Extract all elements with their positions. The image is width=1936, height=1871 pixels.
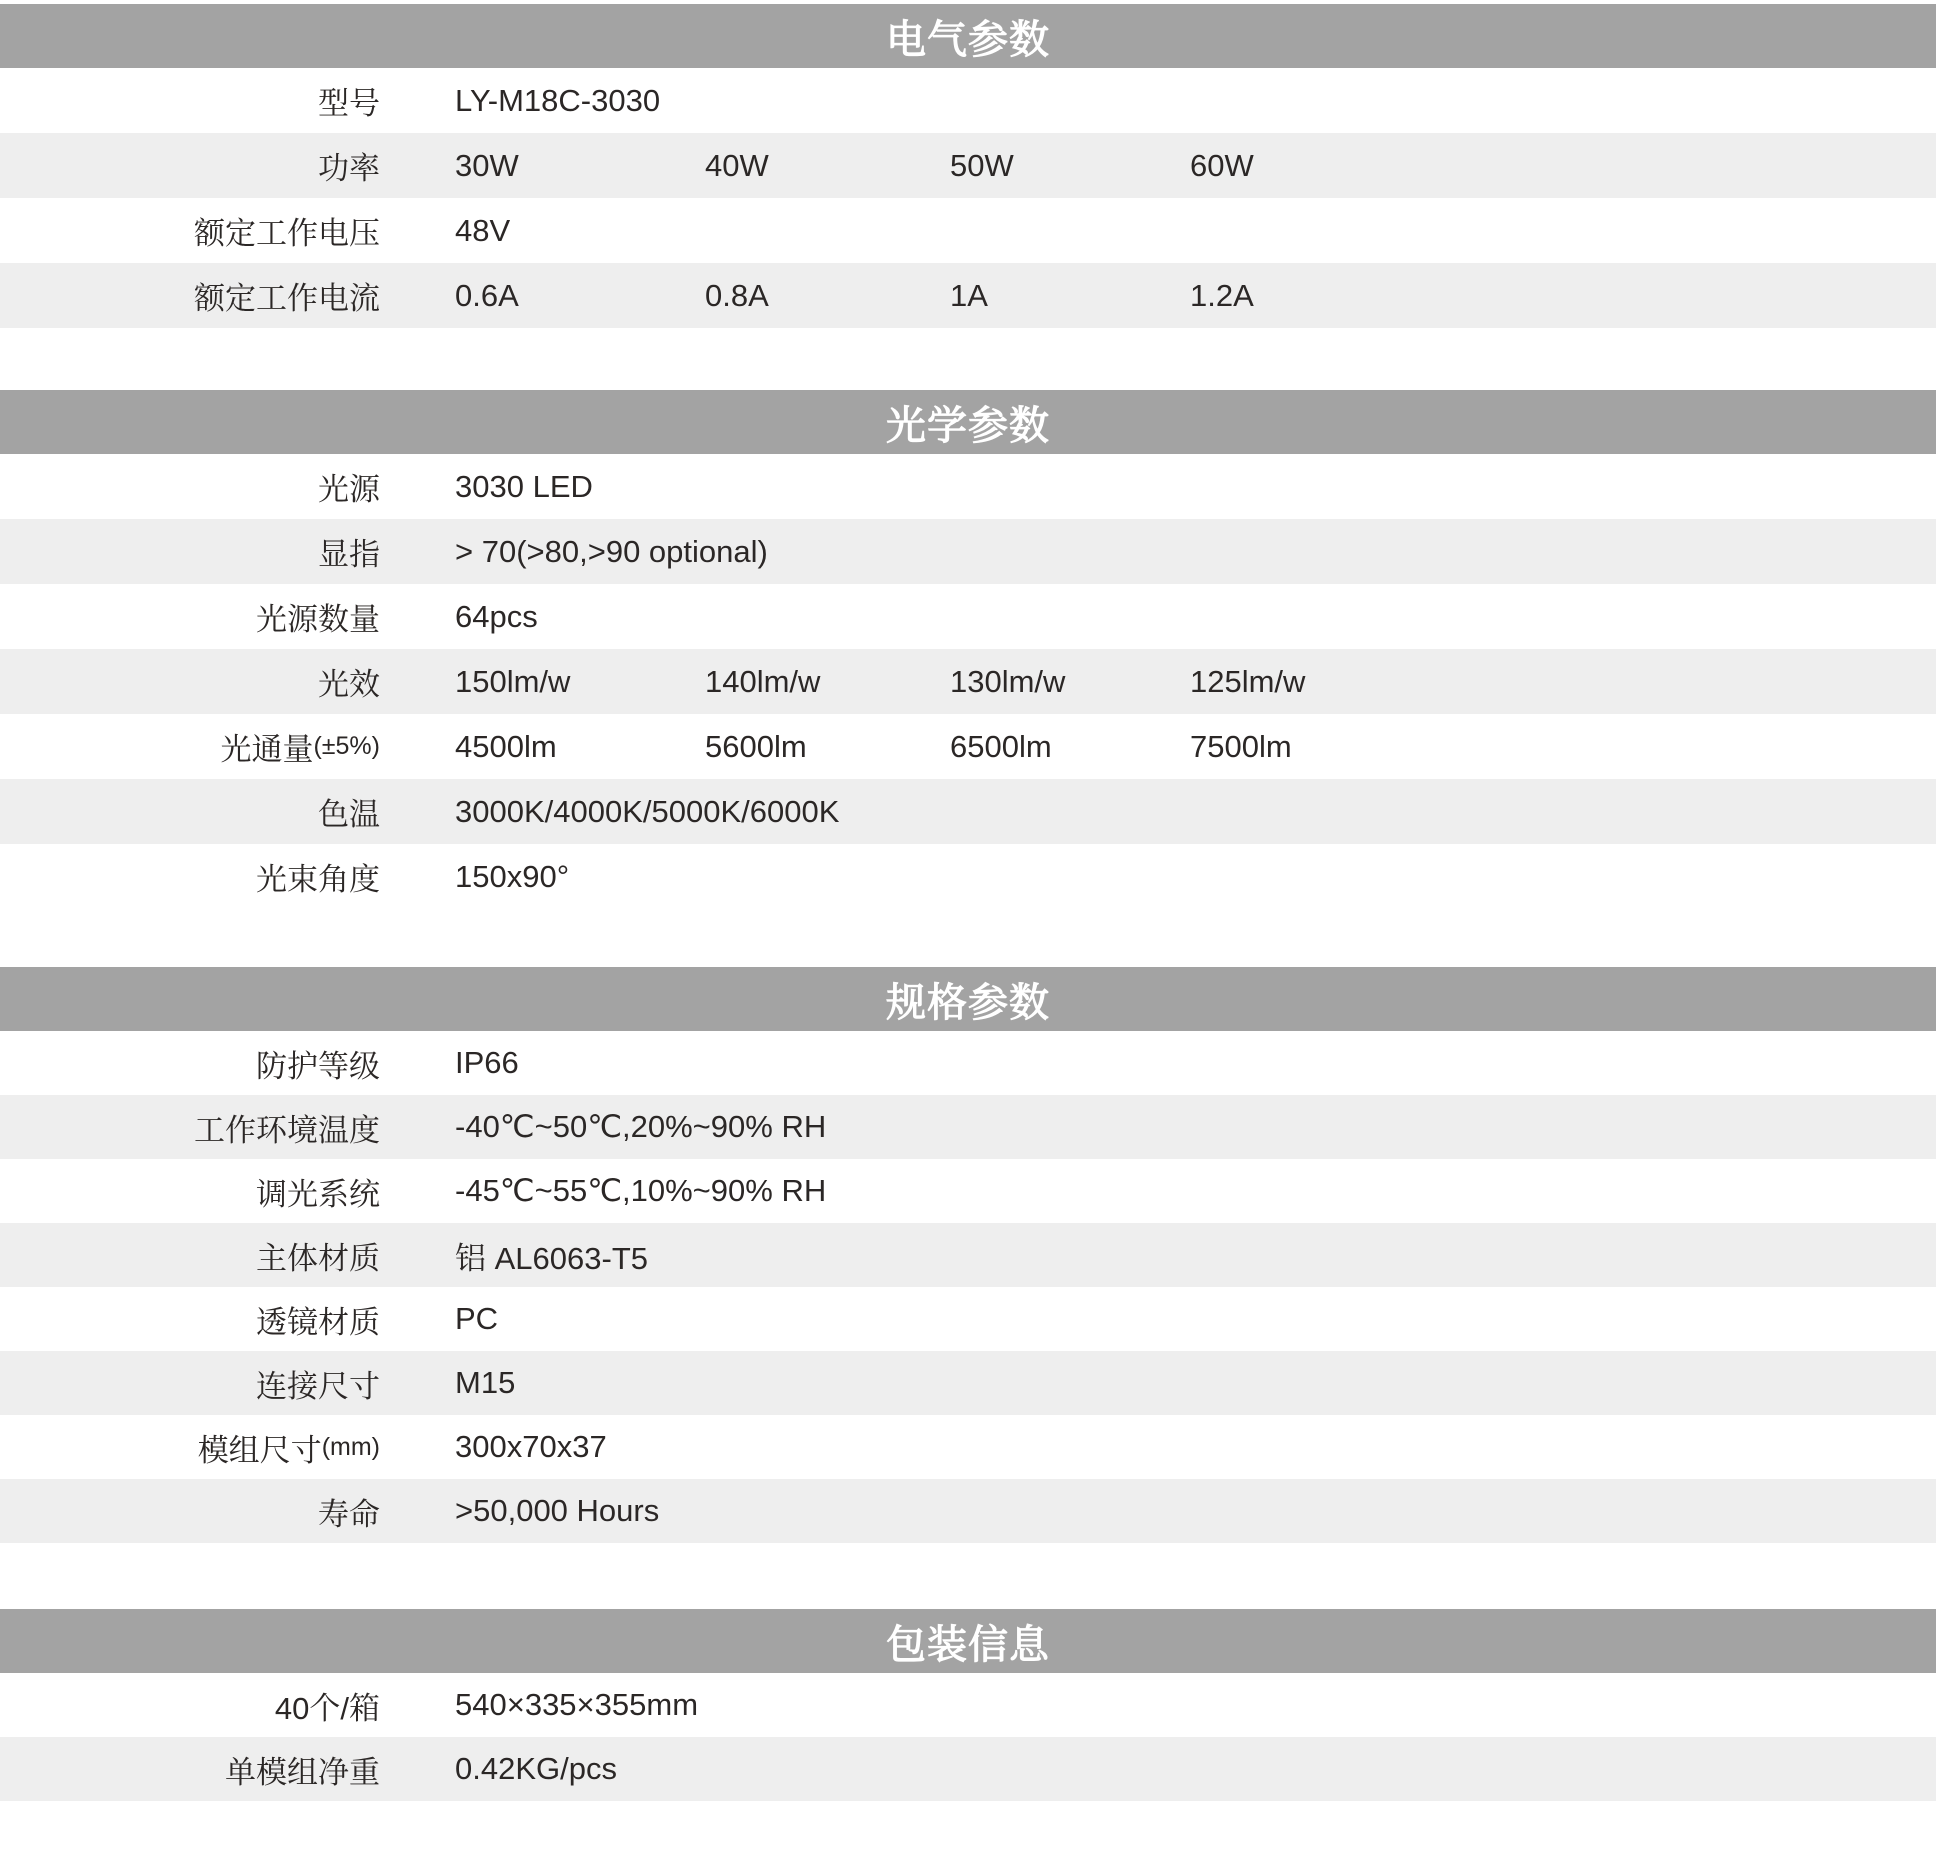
- row-label-text: 寿命: [318, 1496, 380, 1532]
- row-label-text: 光通量: [220, 732, 314, 767]
- row-value: 150lm/w: [455, 663, 571, 699]
- row-label-text: 单模组净重: [225, 1754, 380, 1790]
- row-value: 0.6A: [455, 277, 519, 313]
- spec-row: [0, 1351, 1936, 1415]
- spec-row: [0, 1031, 1936, 1095]
- row-label: [0, 198, 380, 263]
- row-label: [0, 263, 380, 328]
- row-label-text: 连接尺寸: [256, 1368, 380, 1404]
- row-value: 铝 AL6063-T5: [455, 1240, 648, 1276]
- row-value: 3030 LED: [455, 468, 593, 504]
- row-value: PC: [455, 1301, 499, 1336]
- row-value: 64pcs: [455, 598, 538, 634]
- row-label: [0, 1287, 380, 1351]
- row-label: [0, 1095, 380, 1159]
- spec-section: [0, 390, 1936, 909]
- spec-section: [0, 1609, 1936, 1801]
- spec-row: [0, 519, 1936, 584]
- spec-row: [0, 714, 1936, 779]
- row-value: 30W: [455, 147, 519, 183]
- row-label: [0, 1031, 380, 1095]
- row-label-text: 调光系统: [256, 1176, 380, 1212]
- section-rows: [0, 454, 1936, 909]
- row-label-text: 显指: [318, 537, 380, 572]
- spec-row: [0, 1287, 1936, 1351]
- row-label: [0, 779, 380, 844]
- section-header: [0, 390, 1936, 454]
- row-value: 3000K/4000K/5000K/6000K: [455, 793, 840, 829]
- row-value: IP66: [455, 1045, 519, 1080]
- row-label-text: 防护等级: [256, 1048, 380, 1084]
- spec-row: [0, 1737, 1936, 1801]
- row-label: [0, 519, 380, 584]
- row-label: [0, 68, 380, 133]
- row-label: [0, 133, 380, 198]
- row-value: 1A: [950, 277, 988, 313]
- row-label: [0, 584, 380, 649]
- section-gap: [0, 909, 1936, 967]
- row-value: 7500lm: [1190, 728, 1292, 764]
- row-label-text: 模组尺寸: [197, 1432, 322, 1468]
- spec-row: [0, 263, 1936, 328]
- row-value: >50,000 Hours: [455, 1493, 660, 1528]
- row-value: 125lm/w: [1190, 663, 1306, 699]
- section-title: 包装信息: [886, 1622, 1050, 1667]
- spec-section: [0, 967, 1936, 1543]
- row-value: 60W: [1190, 147, 1254, 183]
- section-rows: [0, 1031, 1936, 1543]
- section-title: 规格参数: [886, 980, 1050, 1025]
- row-label-text: 工作环境温度: [194, 1112, 380, 1148]
- spec-row: [0, 584, 1936, 649]
- section-title: 电气参数: [886, 17, 1050, 62]
- spec-row: [0, 1223, 1936, 1287]
- row-value: 140lm/w: [705, 663, 821, 699]
- row-value: 150x90°: [455, 858, 570, 894]
- row-label: [0, 454, 380, 519]
- row-value: 5600lm: [705, 728, 807, 764]
- row-value: LY-M18C-3030: [455, 82, 661, 118]
- row-label: [0, 844, 380, 909]
- section-header: [0, 967, 1936, 1031]
- spec-row: [0, 133, 1936, 198]
- spec-row: [0, 1479, 1936, 1543]
- row-label-text: 功率: [318, 151, 380, 186]
- row-label-text: 型号: [318, 86, 380, 121]
- row-label: [0, 1479, 380, 1543]
- section-gap: [0, 1543, 1936, 1609]
- row-value: 4500lm: [455, 728, 557, 764]
- row-label-text: 主体材质: [256, 1240, 380, 1276]
- row-label: [0, 1415, 380, 1479]
- row-value: 130lm/w: [950, 663, 1066, 699]
- row-value: M15: [455, 1365, 516, 1400]
- sections-container: [0, 4, 1936, 1801]
- row-value: > 70(>80,>90 optional): [455, 533, 768, 569]
- row-label: [0, 1223, 380, 1287]
- row-value: 50W: [950, 147, 1014, 183]
- section-header: [0, 1609, 1936, 1673]
- row-value: 540×335×355mm: [455, 1687, 699, 1722]
- row-label: [0, 714, 380, 779]
- row-label-text: 光效: [318, 667, 380, 702]
- row-label-suffix: (mm): [321, 1432, 380, 1461]
- row-label-text: 光束角度: [256, 862, 380, 897]
- row-label-text: 40个/箱: [274, 1690, 380, 1726]
- row-value: 0.42KG/pcs: [455, 1751, 617, 1786]
- spec-row: [0, 1095, 1936, 1159]
- spec-row: [0, 198, 1936, 263]
- row-label-text: 额定工作电压: [194, 216, 380, 251]
- row-value: 0.8A: [705, 277, 769, 313]
- row-value: 1.2A: [1190, 277, 1254, 313]
- spec-row: [0, 844, 1936, 909]
- section-gap: [0, 328, 1936, 390]
- spec-row: [0, 1673, 1936, 1737]
- row-value: 300x70x37: [455, 1429, 607, 1464]
- row-value: -40℃~50℃,20%~90% RH: [455, 1109, 827, 1144]
- spec-row: [0, 779, 1936, 844]
- row-label: [0, 1351, 380, 1415]
- row-label-text: 额定工作电流: [194, 281, 380, 316]
- row-label: [0, 649, 380, 714]
- row-label-suffix: (±5%): [313, 732, 380, 760]
- spec-section: [0, 4, 1936, 328]
- row-label: [0, 1737, 380, 1801]
- row-value: 48V: [455, 212, 511, 248]
- section-rows: [0, 68, 1936, 328]
- row-label-text: 色温: [318, 797, 380, 832]
- spec-row: [0, 1415, 1936, 1479]
- section-rows: [0, 1673, 1936, 1801]
- spec-row: [0, 1159, 1936, 1223]
- row-label: [0, 1673, 380, 1737]
- row-label-text: 光源数量: [256, 602, 380, 637]
- spec-row: [0, 68, 1936, 133]
- row-label-text: 透镜材质: [256, 1304, 380, 1340]
- row-value: -45℃~55℃,10%~90% RH: [455, 1173, 827, 1208]
- row-label: [0, 1159, 380, 1223]
- spec-row: [0, 649, 1936, 714]
- section-header: [0, 4, 1936, 68]
- section-title: 光学参数: [886, 403, 1050, 448]
- row-value: 40W: [705, 147, 769, 183]
- spec-row: [0, 454, 1936, 519]
- row-value: 6500lm: [950, 728, 1052, 764]
- row-label-text: 光源: [318, 472, 380, 507]
